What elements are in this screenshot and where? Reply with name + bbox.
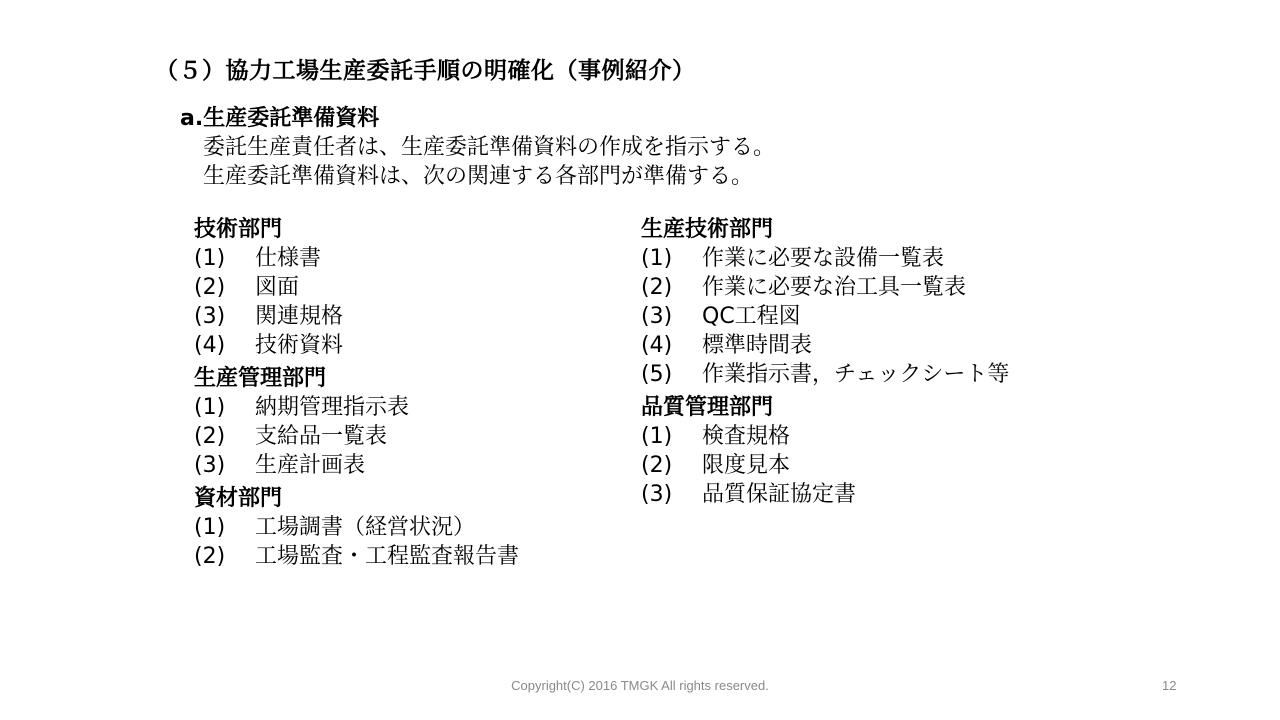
- department-title: 生産管理部門: [194, 366, 327, 391]
- department-title: 技術部門: [194, 217, 283, 242]
- item-text: 納期管理指示表: [255, 395, 410, 420]
- list-item: [194, 244, 614, 273]
- list-item: [641, 331, 1081, 360]
- item-text: 工場監査・工程監査報告書: [255, 544, 520, 569]
- department-block: [194, 484, 614, 571]
- list-item: [194, 451, 614, 480]
- slide-title: （５）協力工場生産委託手順の明確化（事例紹介）: [155, 58, 696, 84]
- item-number: (5): [641, 362, 673, 387]
- list-item: [641, 302, 1081, 331]
- item-text: 支給品一覧表: [255, 424, 388, 449]
- department-block: [194, 364, 614, 480]
- item-text: 技術資料: [255, 333, 344, 358]
- item-number: (3): [194, 453, 226, 478]
- item-text: QC工程図: [702, 304, 801, 329]
- list-item: [194, 422, 614, 451]
- department-title: 資材部門: [194, 486, 283, 511]
- item-text: 限度見本: [702, 453, 791, 478]
- item-text: 作業に必要な設備一覧表: [702, 246, 945, 271]
- item-text: 品質保証協定書: [702, 482, 857, 507]
- list-item: [194, 302, 614, 331]
- item-text: 工場調書（経営状況）: [255, 515, 476, 540]
- list-item: [194, 393, 614, 422]
- list-item: [194, 331, 614, 360]
- item-number: (1): [194, 395, 226, 420]
- copyright-footer: Copyright(C) 2016 TMGK All rights reserved.: [511, 678, 769, 693]
- left-column: [194, 215, 614, 575]
- item-number: (1): [641, 246, 673, 271]
- department-block: [194, 215, 614, 360]
- item-number: (3): [641, 304, 673, 329]
- intro-line-2: 生産委託準備資料は、次の関連する各部門が準備する。: [203, 164, 754, 189]
- item-number: (1): [641, 424, 673, 449]
- item-text: 検査規格: [702, 424, 791, 449]
- item-text: 関連規格: [255, 304, 344, 329]
- item-text: 仕様書: [255, 246, 322, 271]
- item-number: (2): [194, 544, 226, 569]
- item-number: (2): [194, 275, 226, 300]
- item-text: 標準時間表: [702, 333, 813, 358]
- item-text: 作業に必要な治工具一覧表: [702, 275, 967, 300]
- list-item: [641, 422, 1081, 451]
- list-item: [641, 480, 1081, 509]
- department-block: [641, 393, 1081, 509]
- right-column: [641, 215, 1081, 513]
- item-text: 作業指示書，チェックシート等: [702, 362, 1010, 387]
- list-item: [641, 273, 1081, 302]
- list-item: [641, 451, 1081, 480]
- department-block: [641, 215, 1081, 389]
- item-text: 生産計画表: [255, 453, 366, 478]
- item-number: (1): [194, 515, 226, 540]
- list-item: [194, 513, 614, 542]
- list-item: [641, 244, 1081, 273]
- item-number: (4): [194, 333, 226, 358]
- page-number: 12: [1162, 678, 1177, 693]
- item-number: (3): [641, 482, 673, 507]
- section-subheading: a.生産委託準備資料: [180, 106, 380, 131]
- list-item: [641, 360, 1081, 389]
- item-text: 図面: [255, 275, 300, 300]
- item-number: (1): [194, 246, 226, 271]
- item-number: (3): [194, 304, 226, 329]
- intro-line-1: 委託生産責任者は、生産委託準備資料の作成を指示する。: [203, 135, 776, 160]
- list-item: [194, 273, 614, 302]
- department-title: 生産技術部門: [641, 217, 774, 242]
- item-number: (2): [641, 275, 673, 300]
- item-number: (4): [641, 333, 673, 358]
- list-item: [194, 542, 614, 571]
- department-title: 品質管理部門: [641, 395, 774, 420]
- item-number: (2): [194, 424, 226, 449]
- item-number: (2): [641, 453, 673, 478]
